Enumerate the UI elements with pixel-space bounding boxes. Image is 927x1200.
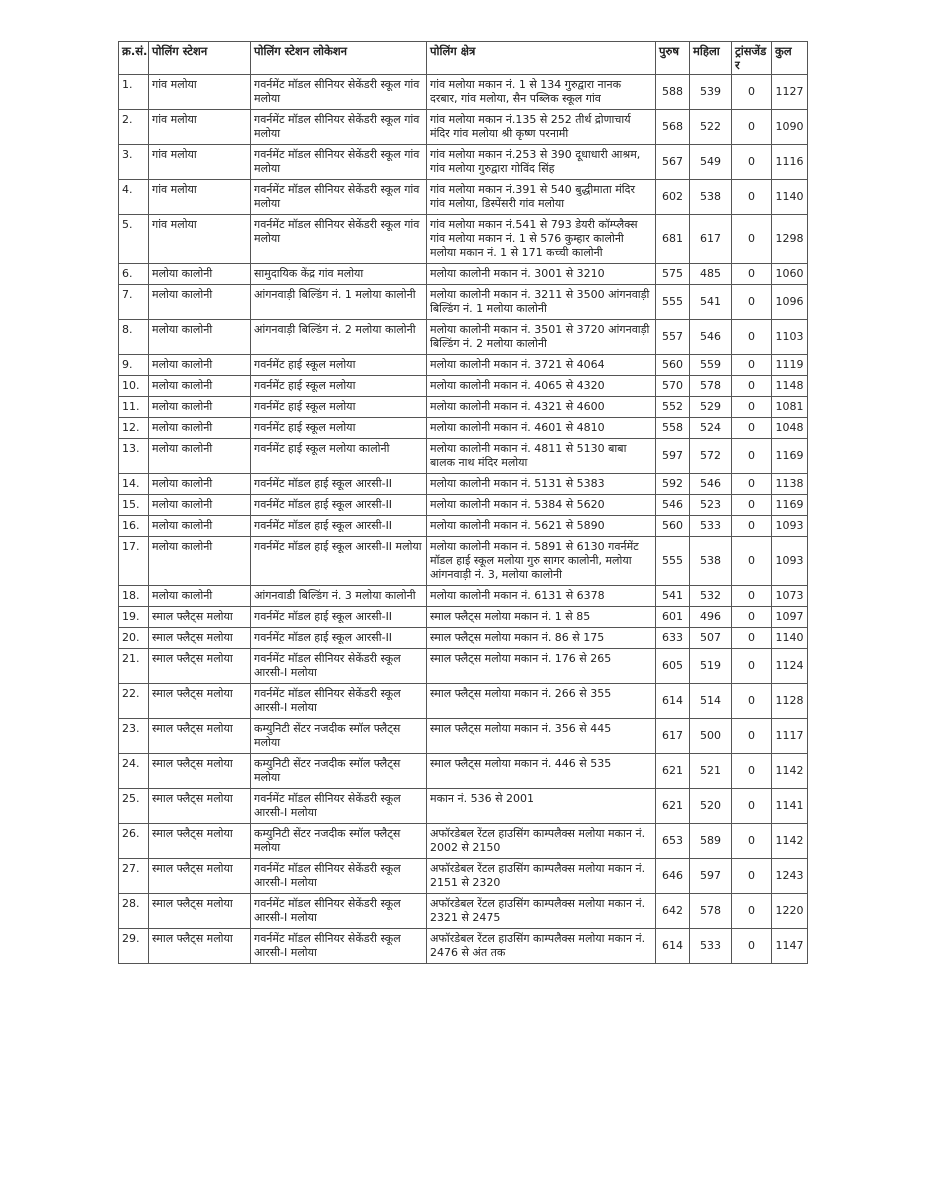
cell-male: 588	[656, 75, 690, 110]
cell-male: 570	[656, 376, 690, 397]
cell-polling-station: स्माल फ्लैट्स मलोया	[149, 789, 251, 824]
cell-total: 1048	[772, 418, 808, 439]
cell-male: 592	[656, 474, 690, 495]
cell-serial: 26.	[119, 824, 149, 859]
cell-transgender: 0	[732, 110, 772, 145]
header-polling-area: पोलिंग क्षेत्र	[427, 42, 656, 75]
header-serial: क्र.सं.	[119, 42, 149, 75]
cell-polling-area: मलोया कालोनी मकान नं. 5621 से 5890	[427, 516, 656, 537]
cell-polling-station: गांव मलोया	[149, 145, 251, 180]
cell-station-location: आंगनवाडी बिल्डिंग नं. 3 मलोया कालोनी	[251, 586, 427, 607]
cell-polling-station: मलोया कालोनी	[149, 495, 251, 516]
cell-transgender: 0	[732, 824, 772, 859]
table-row	[119, 824, 808, 859]
cell-polling-station: स्माल फ्लैट्स मलोया	[149, 684, 251, 719]
cell-polling-station: मलोया कालोनी	[149, 474, 251, 495]
cell-polling-station: मलोया कालोनी	[149, 376, 251, 397]
cell-station-location: गवर्नमेंट मॉडल सीनियर सेकेंडरी स्कूल आरसी-I मलोया	[251, 649, 427, 684]
cell-polling-station: स्माल फ्लैट्स मलोया	[149, 649, 251, 684]
cell-station-location: गवर्नमेंट मॉडल सीनियर सेकेंडरी स्कूल गांव मलोया	[251, 215, 427, 264]
cell-station-location: गवर्नमेंट मॉडल हाई स्कूल आरसी-II	[251, 607, 427, 628]
cell-serial: 8.	[119, 320, 149, 355]
cell-polling-station: मलोया कालोनी	[149, 516, 251, 537]
table-row	[119, 75, 808, 110]
cell-polling-area: मलोया कालोनी मकान नं. 3721 से 4064	[427, 355, 656, 376]
cell-serial: 25.	[119, 789, 149, 824]
cell-transgender: 0	[732, 495, 772, 516]
header-male: पुरुष	[656, 42, 690, 75]
cell-station-location: गवर्नमेंट मॉडल सीनियर सेकेंडरी स्कूल आरसी-I मलोया	[251, 859, 427, 894]
cell-total: 1128	[772, 684, 808, 719]
table-row	[119, 684, 808, 719]
cell-transgender: 0	[732, 264, 772, 285]
cell-female: 496	[690, 607, 732, 628]
cell-transgender: 0	[732, 439, 772, 474]
table-row	[119, 418, 808, 439]
cell-total: 1103	[772, 320, 808, 355]
cell-polling-area: मलोया कालोनी मकान नं. 3211 से 3500 आंगनवाड़ी बिल्डिंग नं. 1 मलोया कालोनी	[427, 285, 656, 320]
cell-transgender: 0	[732, 929, 772, 964]
cell-station-location: गवर्नमेंट मॉडल सीनियर सेकेंडरी स्कूल गांव मलोया	[251, 110, 427, 145]
cell-male: 575	[656, 264, 690, 285]
cell-polling-station: मलोया कालोनी	[149, 397, 251, 418]
cell-female: 507	[690, 628, 732, 649]
cell-total: 1147	[772, 929, 808, 964]
cell-female: 559	[690, 355, 732, 376]
cell-polling-area: स्माल फ्लैट्स मलोया मकान नं. 266 से 355	[427, 684, 656, 719]
cell-serial: 5.	[119, 215, 149, 264]
cell-transgender: 0	[732, 285, 772, 320]
cell-serial: 4.	[119, 180, 149, 215]
cell-male: 614	[656, 684, 690, 719]
table-row	[119, 215, 808, 264]
cell-polling-station: मलोया कालोनी	[149, 355, 251, 376]
cell-total: 1243	[772, 859, 808, 894]
cell-female: 538	[690, 537, 732, 586]
table-row	[119, 789, 808, 824]
cell-polling-area: स्माल फ्लैट्स मलोया मकान नं. 86 से 175	[427, 628, 656, 649]
cell-station-location: गवर्नमेंट मॉडल सीनियर सेकेंडरी स्कूल आरसी-I मलोया	[251, 929, 427, 964]
cell-polling-area: मलोया कालोनी मकान नं. 4811 से 5130 बाबा बालक नाथ मंदिर मलोया	[427, 439, 656, 474]
table-row	[119, 145, 808, 180]
table-row	[119, 649, 808, 684]
cell-female: 541	[690, 285, 732, 320]
table-row	[119, 516, 808, 537]
cell-station-location: कम्युनिटी सेंटर नजदीक स्मॉल फ्लैट्स मलोया	[251, 719, 427, 754]
table-row	[119, 320, 808, 355]
cell-total: 1093	[772, 537, 808, 586]
cell-total: 1138	[772, 474, 808, 495]
cell-polling-area: स्माल फ्लैट्स मलोया मकान नं. 446 से 535	[427, 754, 656, 789]
cell-male: 552	[656, 397, 690, 418]
cell-station-location: गवर्नमेंट हाई स्कूल मलोया	[251, 397, 427, 418]
cell-male: 560	[656, 355, 690, 376]
cell-total: 1142	[772, 754, 808, 789]
cell-total: 1060	[772, 264, 808, 285]
cell-total: 1124	[772, 649, 808, 684]
table-row	[119, 355, 808, 376]
cell-female: 589	[690, 824, 732, 859]
cell-male: 568	[656, 110, 690, 145]
cell-serial: 6.	[119, 264, 149, 285]
cell-station-location: गवर्नमेंट मॉडल सीनियर सेकेंडरी स्कूल आरसी-I मलोया	[251, 684, 427, 719]
cell-polling-area: मलोया कालोनी मकान नं. 3001 से 3210	[427, 264, 656, 285]
cell-station-location: गवर्नमेंट मॉडल हाई स्कूल आरसी-II	[251, 628, 427, 649]
cell-male: 546	[656, 495, 690, 516]
cell-total: 1119	[772, 355, 808, 376]
cell-polling-area: अफॉरडेबल रेंटल हाउसिंग काम्पलैक्स मलोया मकान नं. 2321 से 2475	[427, 894, 656, 929]
cell-transgender: 0	[732, 789, 772, 824]
cell-transgender: 0	[732, 145, 772, 180]
cell-total: 1081	[772, 397, 808, 418]
cell-transgender: 0	[732, 215, 772, 264]
cell-male: 646	[656, 859, 690, 894]
cell-male: 567	[656, 145, 690, 180]
cell-polling-area: मलोया कालोनी मकान नं. 4321 से 4600	[427, 397, 656, 418]
cell-female: 519	[690, 649, 732, 684]
cell-transgender: 0	[732, 75, 772, 110]
cell-total: 1073	[772, 586, 808, 607]
cell-serial: 17.	[119, 537, 149, 586]
cell-polling-area: मलोया कालोनी मकान नं. 5384 से 5620	[427, 495, 656, 516]
cell-female: 522	[690, 110, 732, 145]
cell-transgender: 0	[732, 586, 772, 607]
cell-polling-station: मलोया कालोनी	[149, 285, 251, 320]
cell-transgender: 0	[732, 719, 772, 754]
table-row	[119, 929, 808, 964]
header-total: कुल	[772, 42, 808, 75]
table-row	[119, 894, 808, 929]
cell-female: 549	[690, 145, 732, 180]
cell-polling-station: स्माल फ्लैट्स मलोया	[149, 628, 251, 649]
cell-station-location: कम्युनिटी सेंटर नजदीक स्मॉल फ्लैट्स मलोया	[251, 824, 427, 859]
cell-serial: 28.	[119, 894, 149, 929]
cell-female: 500	[690, 719, 732, 754]
table-row	[119, 859, 808, 894]
cell-total: 1169	[772, 439, 808, 474]
cell-transgender: 0	[732, 859, 772, 894]
header-female: महिला	[690, 42, 732, 75]
cell-serial: 21.	[119, 649, 149, 684]
cell-transgender: 0	[732, 418, 772, 439]
cell-polling-area: अफॉरडेबल रेंटल हाउसिंग काम्पलैक्स मलोया मकान नं. 2002 से 2150	[427, 824, 656, 859]
cell-female: 578	[690, 376, 732, 397]
cell-transgender: 0	[732, 649, 772, 684]
cell-station-location: गवर्नमेंट मॉडल सीनियर सेकेंडरी स्कूल आरसी-I मलोया	[251, 894, 427, 929]
header-station-location: पोलिंग स्टेशन लोकेशन	[251, 42, 427, 75]
cell-serial: 24.	[119, 754, 149, 789]
cell-station-location: गवर्नमेंट मॉडल हाई स्कूल आरसी-II मलोया	[251, 537, 427, 586]
cell-serial: 11.	[119, 397, 149, 418]
cell-male: 633	[656, 628, 690, 649]
cell-station-location: गवर्नमेंट हाई स्कूल मलोया	[251, 355, 427, 376]
cell-serial: 12.	[119, 418, 149, 439]
cell-serial: 23.	[119, 719, 149, 754]
cell-total: 1140	[772, 180, 808, 215]
cell-serial: 29.	[119, 929, 149, 964]
cell-serial: 3.	[119, 145, 149, 180]
cell-male: 597	[656, 439, 690, 474]
cell-polling-area: मलोया कालोनी मकान नं. 5131 से 5383	[427, 474, 656, 495]
cell-male: 614	[656, 929, 690, 964]
cell-serial: 18.	[119, 586, 149, 607]
cell-station-location: आंगनवाड़ी बिल्डिंग नं. 2 मलोया कालोनी	[251, 320, 427, 355]
cell-station-location: गवर्नमेंट हाई स्कूल मलोया	[251, 376, 427, 397]
cell-female: 533	[690, 929, 732, 964]
cell-female: 578	[690, 894, 732, 929]
table-row	[119, 110, 808, 145]
cell-polling-station: मलोया कालोनी	[149, 439, 251, 474]
cell-female: 538	[690, 180, 732, 215]
cell-total: 1127	[772, 75, 808, 110]
cell-total: 1097	[772, 607, 808, 628]
cell-female: 572	[690, 439, 732, 474]
cell-male: 558	[656, 418, 690, 439]
cell-male: 605	[656, 649, 690, 684]
table-row	[119, 376, 808, 397]
cell-serial: 13.	[119, 439, 149, 474]
cell-serial: 9.	[119, 355, 149, 376]
cell-polling-area: गांव मलोया मकान नं.253 से 390 दूधाधारी आश्रम, गांव मलोया गुरुद्वारा गोविंद सिंह	[427, 145, 656, 180]
cell-total: 1093	[772, 516, 808, 537]
cell-polling-station: गांव मलोया	[149, 215, 251, 264]
cell-serial: 10.	[119, 376, 149, 397]
cell-male: 555	[656, 285, 690, 320]
cell-female: 529	[690, 397, 732, 418]
cell-female: 546	[690, 320, 732, 355]
cell-female: 524	[690, 418, 732, 439]
cell-transgender: 0	[732, 320, 772, 355]
cell-polling-station: गांव मलोया	[149, 180, 251, 215]
cell-male: 557	[656, 320, 690, 355]
cell-station-location: गवर्नमेंट मॉडल सीनियर सेकेंडरी स्कूल गांव मलोया	[251, 145, 427, 180]
cell-serial: 7.	[119, 285, 149, 320]
cell-polling-station: स्माल फ्लैट्स मलोया	[149, 607, 251, 628]
cell-total: 1140	[772, 628, 808, 649]
cell-female: 523	[690, 495, 732, 516]
cell-station-location: आंगनवाड़ी बिल्डिंग नं. 1 मलोया कालोनी	[251, 285, 427, 320]
cell-polling-area: मलोया कालोनी मकान नं. 3501 से 3720 आंगनवाड़ी बिल्डिंग नं. 2 मलोया कालोनी	[427, 320, 656, 355]
cell-male: 555	[656, 537, 690, 586]
cell-transgender: 0	[732, 537, 772, 586]
cell-polling-area: गांव मलोया मकान नं.391 से 540 बुद्धीमाता मंदिर गांव मलोया, डिस्पेंसरी गांव मलोया	[427, 180, 656, 215]
table-row	[119, 586, 808, 607]
cell-female: 521	[690, 754, 732, 789]
cell-female: 533	[690, 516, 732, 537]
cell-male: 541	[656, 586, 690, 607]
cell-polling-station: स्माल फ्लैट्स मलोया	[149, 859, 251, 894]
cell-female: 617	[690, 215, 732, 264]
cell-female: 539	[690, 75, 732, 110]
table-row	[119, 628, 808, 649]
cell-serial: 20.	[119, 628, 149, 649]
cell-total: 1117	[772, 719, 808, 754]
table-row	[119, 607, 808, 628]
cell-polling-station: गांव मलोया	[149, 75, 251, 110]
cell-female: 546	[690, 474, 732, 495]
table-row	[119, 439, 808, 474]
cell-transgender: 0	[732, 516, 772, 537]
cell-transgender: 0	[732, 684, 772, 719]
table-row	[119, 474, 808, 495]
cell-female: 520	[690, 789, 732, 824]
cell-male: 653	[656, 824, 690, 859]
header-transgender: ट्रांसजेंडर	[732, 42, 772, 75]
cell-male: 681	[656, 215, 690, 264]
cell-polling-area: अफॉरडेबल रेंटल हाउसिंग काम्पलैक्स मलोया मकान नं. 2151 से 2320	[427, 859, 656, 894]
cell-station-location: सामुदायिक केंद्र गांव मलोया	[251, 264, 427, 285]
table-row	[119, 537, 808, 586]
cell-serial: 2.	[119, 110, 149, 145]
cell-serial: 19.	[119, 607, 149, 628]
cell-polling-station: मलोया कालोनी	[149, 586, 251, 607]
cell-polling-station: गांव मलोया	[149, 110, 251, 145]
cell-total: 1148	[772, 376, 808, 397]
table-header-row	[119, 42, 808, 75]
cell-female: 514	[690, 684, 732, 719]
cell-male: 601	[656, 607, 690, 628]
cell-polling-area: मकान नं. 536 से 2001	[427, 789, 656, 824]
cell-transgender: 0	[732, 474, 772, 495]
table-row	[119, 754, 808, 789]
cell-female: 597	[690, 859, 732, 894]
cell-transgender: 0	[732, 628, 772, 649]
cell-total: 1090	[772, 110, 808, 145]
cell-polling-station: स्माल फ्लैट्स मलोया	[149, 929, 251, 964]
cell-polling-area: मलोया कालोनी मकान नं. 6131 से 6378	[427, 586, 656, 607]
cell-polling-area: मलोया कालोनी मकान नं. 4601 से 4810	[427, 418, 656, 439]
cell-total: 1096	[772, 285, 808, 320]
cell-station-location: गवर्नमेंट मॉडल सीनियर सेकेंडरी स्कूल गांव मलोया	[251, 75, 427, 110]
cell-station-location: गवर्नमेंट मॉडल सीनियर सेकेंडरी स्कूल आरसी-I मलोया	[251, 789, 427, 824]
table-row	[119, 397, 808, 418]
cell-transgender: 0	[732, 376, 772, 397]
cell-transgender: 0	[732, 894, 772, 929]
cell-serial: 15.	[119, 495, 149, 516]
cell-transgender: 0	[732, 397, 772, 418]
cell-male: 617	[656, 719, 690, 754]
cell-transgender: 0	[732, 607, 772, 628]
cell-station-location: गवर्नमेंट मॉडल हाई स्कूल आरसी-II	[251, 495, 427, 516]
cell-station-location: गवर्नमेंट हाई स्कूल मलोया कालोनी	[251, 439, 427, 474]
cell-station-location: गवर्नमेंट मॉडल सीनियर सेकेंडरी स्कूल गांव मलोया	[251, 180, 427, 215]
cell-polling-station: स्माल फ्लैट्स मलोया	[149, 894, 251, 929]
cell-station-location: कम्युनिटी सेंटर नजदीक स्मॉल फ्लैट्स मलोया	[251, 754, 427, 789]
cell-polling-area: स्माल फ्लैट्स मलोया मकान नं. 1 से 85	[427, 607, 656, 628]
cell-polling-station: स्माल फ्लैट्स मलोया	[149, 824, 251, 859]
cell-male: 642	[656, 894, 690, 929]
table-row	[119, 180, 808, 215]
cell-total: 1142	[772, 824, 808, 859]
cell-station-location: गवर्नमेंट मॉडल हाई स्कूल आरसी-II	[251, 474, 427, 495]
cell-total: 1141	[772, 789, 808, 824]
cell-male: 621	[656, 754, 690, 789]
cell-male: 621	[656, 789, 690, 824]
cell-station-location: गवर्नमेंट मॉडल हाई स्कूल आरसी-II	[251, 516, 427, 537]
cell-serial: 22.	[119, 684, 149, 719]
cell-polling-station: मलोया कालोनी	[149, 418, 251, 439]
cell-total: 1220	[772, 894, 808, 929]
cell-total: 1169	[772, 495, 808, 516]
cell-polling-area: मलोया कालोनी मकान नं. 4065 से 4320	[427, 376, 656, 397]
cell-transgender: 0	[732, 355, 772, 376]
header-polling-station: पोलिंग स्टेशन	[149, 42, 251, 75]
cell-transgender: 0	[732, 754, 772, 789]
cell-polling-area: गांव मलोया मकान नं. 1 से 134 गुरुद्वारा नानक दरबार, गांव मलोया, सैन पब्लिक स्कूल गांव	[427, 75, 656, 110]
table-row	[119, 495, 808, 516]
cell-polling-station: मलोया कालोनी	[149, 264, 251, 285]
cell-female: 485	[690, 264, 732, 285]
cell-station-location: गवर्नमेंट हाई स्कूल मलोया	[251, 418, 427, 439]
cell-male: 602	[656, 180, 690, 215]
cell-polling-area: स्माल फ्लैट्स मलोया मकान नं. 176 से 265	[427, 649, 656, 684]
table-row	[119, 285, 808, 320]
cell-polling-area: गांव मलोया मकान नं.135 से 252 तीर्थ द्रोणाचार्य मंदिर गांव मलोया श्री कृष्ण परनामी	[427, 110, 656, 145]
cell-polling-area: स्माल फ्लैट्स मलोया मकान नं. 356 से 445	[427, 719, 656, 754]
cell-polling-area: गांव मलोया मकान नं.541 से 793 डेयरी कॉम्प्लैक्स गांव मलोया मकान नं. 1 से 576 कुम्हार कालोनी मलोया मकान नं. 1 से 171 कच्ची कालोनी	[427, 215, 656, 264]
cell-male: 560	[656, 516, 690, 537]
cell-polling-station: मलोया कालोनी	[149, 537, 251, 586]
cell-transgender: 0	[732, 180, 772, 215]
cell-polling-station: मलोया कालोनी	[149, 320, 251, 355]
cell-serial: 14.	[119, 474, 149, 495]
polling-stations-table	[118, 41, 808, 964]
table-row	[119, 264, 808, 285]
cell-polling-area: मलोया कालोनी मकान नं. 5891 से 6130 गवर्नमेंट मॉडल हाई स्कूल मलोया गुरु सागर कालोनी, मलोया आंगनवाड़ी नं. 3, मलोया कालोनी	[427, 537, 656, 586]
cell-total: 1116	[772, 145, 808, 180]
cell-polling-station: स्माल फ्लैट्स मलोया	[149, 754, 251, 789]
cell-female: 532	[690, 586, 732, 607]
cell-total: 1298	[772, 215, 808, 264]
cell-serial: 16.	[119, 516, 149, 537]
table-row	[119, 719, 808, 754]
cell-polling-station: स्माल फ्लैट्स मलोया	[149, 719, 251, 754]
cell-serial: 1.	[119, 75, 149, 110]
cell-polling-area: अफॉरडेबल रेंटल हाउसिंग काम्पलैक्स मलोया मकान नं. 2476 से अंत तक	[427, 929, 656, 964]
cell-serial: 27.	[119, 859, 149, 894]
